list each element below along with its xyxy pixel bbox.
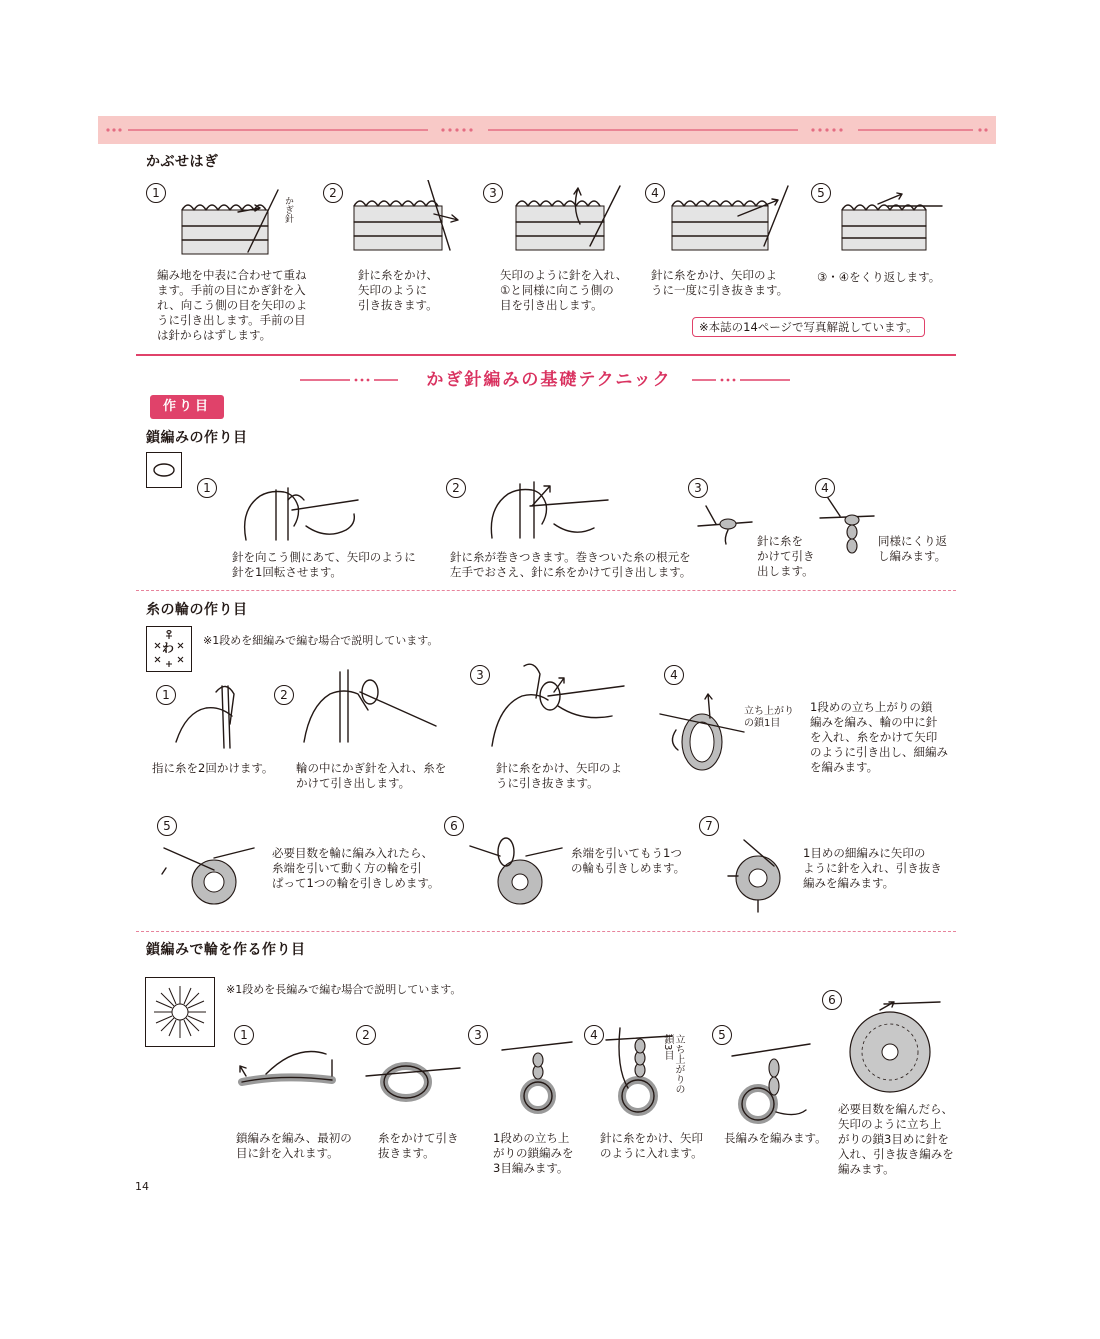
ring-illustration-3: [488, 656, 628, 756]
kabuse-step1-text: 編み地を中表に合わせて重ね ます。手前の目にかぎ針を入 れ、向こう側の目を矢印のよ うに引き出します。手前の目 は針からはずします。: [157, 268, 308, 342]
chainring-step6-text: 必要目数を編んだら、 矢印のように立ち上 がりの鎖3目めに針を 入れ、引き抜き編みを 編みます。: [838, 1102, 954, 1176]
chainring-illustration-6: [844, 996, 944, 1100]
needle-label: かぎ針: [283, 196, 293, 223]
kabuse-illustration-2: [350, 180, 460, 260]
chain-ring-title: 鎖編みで輪を作る作り目: [146, 942, 306, 958]
ring-illustration-7: [724, 836, 804, 916]
ring-step6-num: 6: [444, 816, 464, 836]
chainring-step1-text: 鎖編みを編み、最初の 目に針を入れます。: [236, 1131, 352, 1160]
ring-step5-text: 必要目数を輪に編み入れたら、 糸端を引いて動く方の輪を引 ぱって1つの輪を引きしめます。: [272, 846, 440, 890]
ring-illustration-1: [170, 672, 260, 752]
chainring-step2-text: 糸をかけて引き 抜きます。: [378, 1131, 459, 1160]
chainring-rise-label: 立ち上がりの 鎖3目: [662, 1034, 684, 1094]
foundation-tag: 作り目: [150, 395, 224, 419]
dash-divider-2: [136, 931, 956, 932]
kabuse-illustration-4: [668, 180, 798, 260]
chainring-step3-num: 3: [468, 1025, 488, 1045]
band-ornament: [98, 116, 996, 144]
chain-step4-text: 同様にくり返 し編みます。: [878, 534, 947, 563]
section-divider: [136, 354, 956, 356]
ring-step7-num: 7: [699, 816, 719, 836]
chain-illustration-2: [484, 466, 614, 546]
ring-step2-num: 2: [274, 685, 294, 705]
ring-start-title: 糸の輪の作り目: [146, 602, 248, 618]
chain-illustration-3: [694, 496, 754, 546]
chain-step1-num: 1: [197, 478, 217, 498]
ring-step1-text: 指に糸を2回かけます。: [152, 761, 274, 775]
chain-illustration-1: [236, 470, 366, 548]
chainring-illustration-1: [236, 1046, 346, 1116]
chain-symbol-icon: [147, 453, 181, 487]
header-band: [98, 116, 996, 144]
ring-illustration-5: [160, 838, 260, 908]
chainring-illustration-3: [498, 1036, 578, 1126]
ring-step4-num: 4: [664, 665, 684, 685]
chainring-illustration-5: [726, 1040, 816, 1130]
chain-step3-num: 3: [688, 478, 708, 498]
chain-start-title: 鎖編みの作り目: [146, 430, 248, 446]
ring-step3-text: 針に糸をかけ、矢印のよ うに引き抜きます。: [496, 761, 623, 790]
chain-step3-text: 針に糸を かけて引き 出します。: [757, 534, 815, 578]
ring-note: ※1段めを細編みで編む場合で説明しています。: [203, 634, 439, 647]
ring-step2-text: 輪の中にかぎ針を入れ、糸を かけて引き出します。: [296, 761, 447, 790]
chainring-step3-text: 1段めの立ち上 がりの鎖編みを 3目編みます。: [493, 1131, 574, 1175]
chainring-step4-text: 針に糸をかけ、矢印 のように入れます。: [600, 1131, 704, 1160]
section-title-wrap: [300, 367, 790, 393]
kabuse-title: かぶせはぎ: [146, 154, 219, 170]
ring-step4-text: 1段めの立ち上がりの鎖 編みを編み、輪の中に針 を入れ、糸をかけて矢印 のように引き出し、細編み を編みます。: [810, 700, 948, 774]
chainring-step2-num: 2: [356, 1025, 376, 1045]
chain-illustration-4: [816, 494, 876, 570]
kabuse-step5-text: ③・④をくり返します。: [817, 270, 941, 284]
kabuse-step1-num: 1: [146, 183, 166, 203]
chain-step2-text: 針に糸が巻きつきます。巻きついた糸の根元を 左手でおさえ、針に糸をかけて引き出します。: [450, 550, 692, 579]
ring-illustration-6: [466, 832, 566, 912]
chain-symbol-box: [146, 452, 182, 488]
kabuse-step3-text: 矢印のように針を入れ、 ①と同様に向こう側の 目を引き出します。: [500, 268, 628, 312]
photo-reference-note: ※本誌の14ページで写真解説しています。: [692, 317, 925, 337]
ring-rise-label: 立ち上がり の鎖1目: [744, 706, 794, 729]
chainring-step1-num: 1: [234, 1025, 254, 1045]
chainring-step4-num: 4: [584, 1025, 604, 1045]
chain-step4-num: 4: [815, 478, 835, 498]
chainring-step6-num: 6: [822, 990, 842, 1010]
kabuse-illustration-5: [838, 180, 948, 260]
chain-step2-num: 2: [446, 478, 466, 498]
kabuse-illustration-3: [512, 180, 630, 260]
ring-symbol-box: [146, 626, 192, 672]
page-number: 14: [135, 1180, 149, 1193]
ring-symbol-center: わ: [162, 641, 175, 655]
dash-divider-1: [136, 590, 956, 591]
ring-illustration-4: [656, 690, 746, 780]
kabuse-step2-text: 針に糸をかけ、 矢印のように 引き抜きます。: [358, 268, 439, 312]
chainring-step5-num: 5: [712, 1025, 732, 1045]
ring-step6-text: 糸端を引いてもう1つ の輪も引きしめます。: [571, 846, 686, 875]
ring-step7-text: 1目めの細編みに矢印の ように針を入れ、引き抜き 編みを編みます。: [803, 846, 942, 890]
chainring-illustration-2: [356, 1046, 466, 1116]
kabuse-step5-num: 5: [811, 183, 831, 203]
kabuse-step4-text: 針に糸をかけ、矢印のよ うに一度に引き抜きます。: [651, 268, 789, 297]
kabuse-illustration-1: [178, 182, 288, 262]
chain-ring-symbol-icon: [146, 978, 214, 1046]
kabuse-step4-num: 4: [645, 183, 665, 203]
chain-ring-note: ※1段めを長編みで編む場合で説明しています。: [226, 983, 462, 996]
ring-step5-num: 5: [157, 816, 177, 836]
chain-step1-text: 針を向こう側にあて、矢印のように 針を1回転させます。: [232, 550, 416, 579]
chain-ring-symbol-box: [145, 977, 215, 1047]
section-title: かぎ針編みの基礎テクニック: [426, 370, 672, 390]
kabuse-step3-num: 3: [483, 183, 503, 203]
kabuse-step2-num: 2: [323, 183, 343, 203]
ring-step3-num: 3: [470, 665, 490, 685]
ring-illustration-2: [300, 662, 440, 752]
chainring-step5-text: 長編みを編みます。: [724, 1131, 827, 1145]
ring-step1-num: 1: [156, 685, 176, 705]
